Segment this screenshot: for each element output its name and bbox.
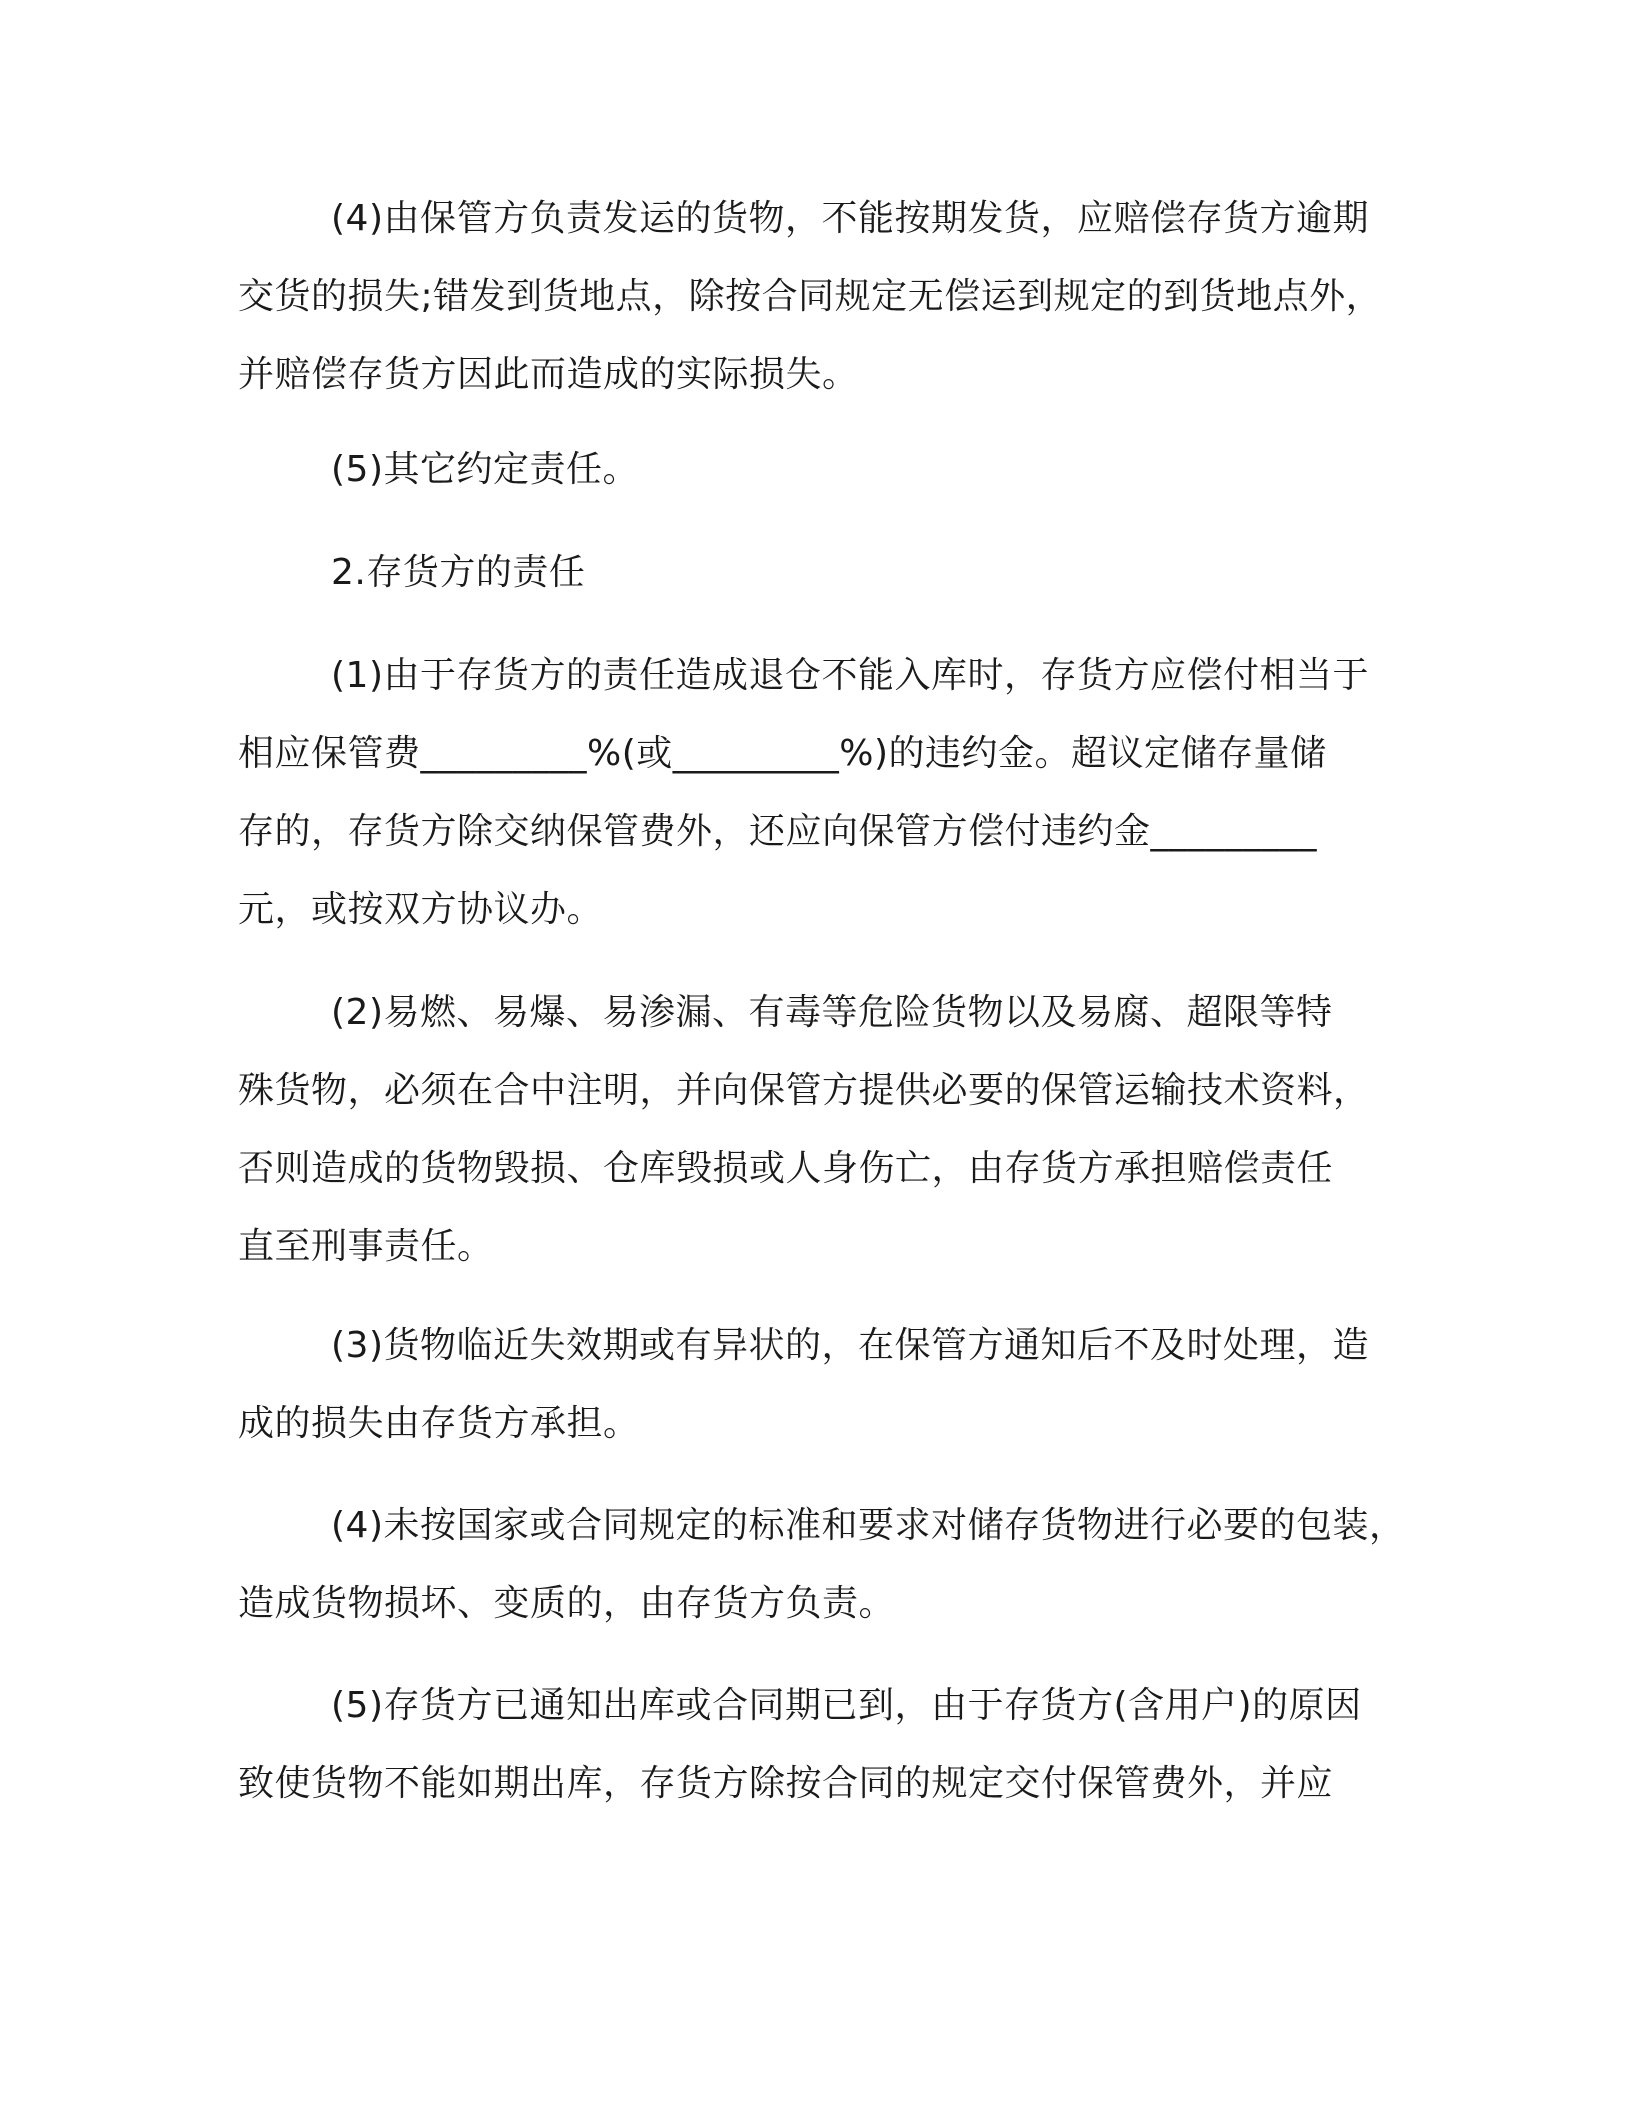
section-heading: 2.存货方的责任 (331, 552, 586, 593)
text-line: 元，或按双方协议办。 (238, 889, 604, 930)
text-line: 成的损失由存货方承担。 (238, 1403, 640, 1444)
paragraph-depositor-item-2 (238, 974, 1408, 1286)
text-line: 相应保管费_________%(或_________%)的违约金。超议定储存量储 (238, 733, 1327, 774)
paragraph-depositor-item-4 (238, 1487, 1408, 1643)
paragraph-depositor-item-5 (238, 1667, 1408, 1823)
paragraph-storage-shipping-liability (238, 180, 1408, 414)
text-line: (4)由保管方负责发运的货物，不能按期发货，应赔偿存货方逾期 (331, 198, 1369, 239)
section-heading-depositor-liability (238, 534, 1408, 612)
text-line: 致使货物不能如期出库，存货方除按合同的规定交付保管费外，并应 (238, 1763, 1334, 1804)
text-line: 造成货物损坏、变质的，由存货方负责。 (238, 1583, 896, 1624)
paragraph-depositor-item-3 (238, 1307, 1408, 1463)
text-line: 交货的损失;错发到货地点，除按合同规定无偿运到规定的到货地点外， (238, 276, 1383, 317)
text-line: 否则造成的货物毁损、仓库毁损或人身伤亡，由存货方承担赔偿责任 (238, 1148, 1334, 1189)
paragraph-other-liability (238, 431, 1408, 509)
text-line: 殊货物，必须在合中注明，并向保管方提供必要的保管运输技术资料， (238, 1070, 1370, 1111)
text-line: (1)由于存货方的责任造成退仓不能入库时，存货方应偿付相当于 (331, 655, 1369, 696)
text-line: 存的，存货方除交纳保管费外，还应向保管方偿付违约金_________ (238, 811, 1318, 852)
text-line: (3)货物临近失效期或有异状的，在保管方通知后不及时处理，造 (331, 1325, 1369, 1366)
text-line: 并赔偿存货方因此而造成的实际损失。 (238, 354, 859, 395)
text-line: (2)易燃、易爆、易渗漏、有毒等危险货物以及易腐、超限等特 (331, 992, 1333, 1033)
text-line: (5)存货方已通知出库或合同期已到，由于存货方(含用户)的原因 (331, 1685, 1362, 1726)
text-line: (5)其它约定责任。 (331, 449, 639, 490)
text-line: (4)未按国家或合同规定的标准和要求对储存货物进行必要的包装， (331, 1505, 1406, 1546)
paragraph-depositor-item-1 (238, 637, 1408, 949)
text-line: 直至刑事责任。 (238, 1226, 494, 1267)
